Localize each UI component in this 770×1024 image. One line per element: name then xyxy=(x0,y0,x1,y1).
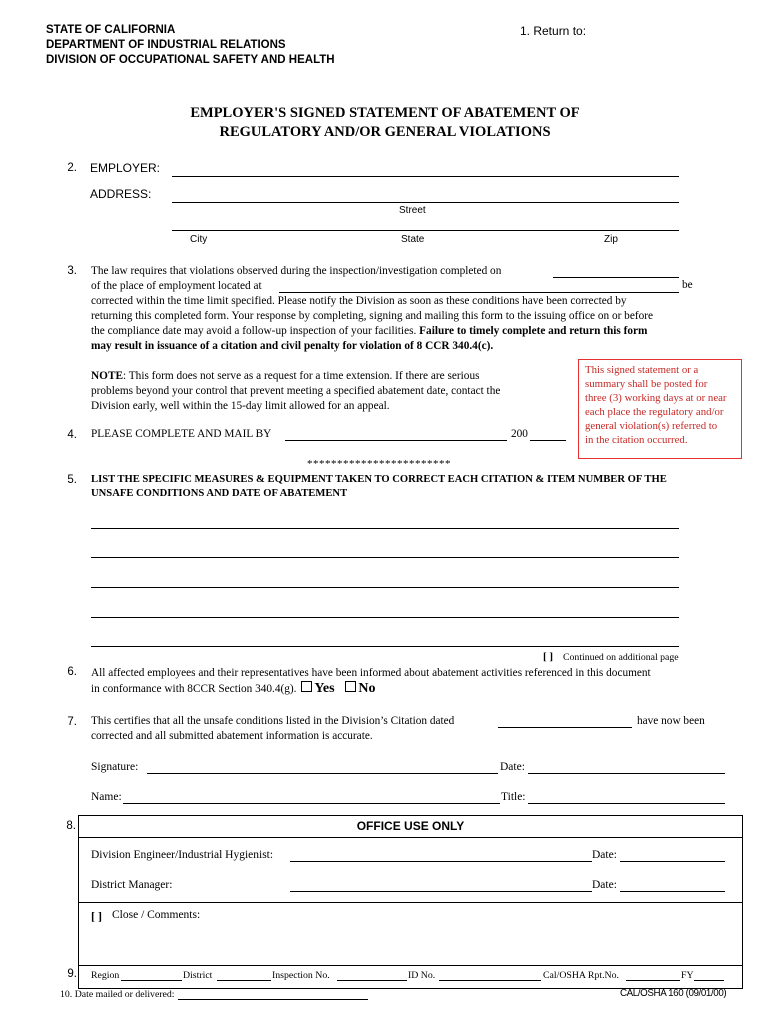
signature-date-label: Date: xyxy=(500,761,525,773)
engineer-label: Division Engineer/Industrial Hygienist: xyxy=(91,849,274,861)
form-title xyxy=(0,104,770,142)
manager-field[interactable] xyxy=(290,891,592,892)
citation-dated-field[interactable] xyxy=(498,727,632,728)
section-7-line-1: This certifies that all the unsafe conditions listed in the Division’s Citation dated xyxy=(91,715,455,727)
title-field[interactable] xyxy=(528,803,725,804)
engineer-field[interactable] xyxy=(290,861,592,862)
section-3-line-3: corrected within the time limit specified. Please notify the Division as soon as these conditions have been corrected by xyxy=(91,295,627,307)
form-title-line-2: REGULATORY AND/OR GENERAL VIOLATIONS xyxy=(219,124,551,140)
section-5-number: 5. xyxy=(67,474,77,486)
section-5-instructions xyxy=(91,473,667,501)
manager-date-label: Date: xyxy=(592,879,617,891)
section-7-number: 7. xyxy=(67,716,77,728)
no-checkbox[interactable] xyxy=(345,681,356,692)
office-use-comments-divider xyxy=(79,902,742,903)
zip-caption: Zip xyxy=(604,234,618,245)
section-3-line-1: The law requires that violations observed during the inspection/investigation completed on xyxy=(91,265,502,277)
agency-state: STATE OF CALIFORNIA xyxy=(46,24,176,36)
failure-warning-line: may result in issuance of a citation and civil penalty for violation of 8 CCR 340.4(c). xyxy=(91,340,494,352)
employer-label: EMPLOYER: xyxy=(90,161,161,175)
engineer-date-label: Date: xyxy=(592,849,617,861)
measures-line-5[interactable] xyxy=(91,646,679,647)
form-identifier: CAL/OSHA 160 (09/01/00) xyxy=(620,988,727,999)
mail-by-year-prefix: 200 xyxy=(511,428,528,440)
posting-requirement-note: This signed statement or a summary shall be posted for three (3) working days at or near each place the regulatory and/or general violation(s) referred to in the citation occurred. xyxy=(578,359,742,459)
signature-label: Signature: xyxy=(91,761,139,773)
section-3-line-2: of the place of employment located at xyxy=(91,280,262,292)
no-option[interactable]: No xyxy=(345,681,375,696)
note-paragraph xyxy=(91,369,500,414)
measures-line-4[interactable] xyxy=(91,617,679,618)
office-use-heading: OFFICE USE ONLY xyxy=(356,819,465,833)
section-3-line-5: the compliance date may avoid a follow-up inspection of your facilities. Failure to timely complete and return this form xyxy=(91,325,648,337)
section-6-line-1: All affected employees and their representatives have been informed about abatement activities referenced in this document xyxy=(91,667,651,679)
rpt-field[interactable] xyxy=(626,980,680,981)
district-label: District xyxy=(183,970,213,981)
address-street-field[interactable] xyxy=(172,202,679,203)
signature-field[interactable] xyxy=(147,773,498,774)
be-text: be xyxy=(682,279,693,291)
city-caption: City xyxy=(190,234,208,245)
section-5-line-1: LIST THE SPECIFIC MEASURES & EQUIPMENT TAKEN TO CORRECT EACH CITATION & ITEM NUMBER OF THE xyxy=(91,474,667,485)
district-field[interactable] xyxy=(217,980,271,981)
measures-line-2[interactable] xyxy=(91,557,679,558)
note-line-1: NOTE: This form does not serve as a request for a time extension. If there are serious xyxy=(91,370,480,382)
engineer-date-field[interactable] xyxy=(620,861,725,862)
region-field[interactable] xyxy=(121,980,182,981)
continued-checkbox[interactable]: [ ] xyxy=(543,651,554,663)
mail-by-date-field[interactable] xyxy=(285,440,507,441)
mail-by-label: PLEASE COMPLETE AND MAIL BY xyxy=(91,428,272,440)
section-3-line-4: returning this completed form. Your response by completing, signing and mailing this form to the issuing office on or before xyxy=(91,310,654,322)
measures-line-1[interactable] xyxy=(91,528,679,529)
fy-label: FY xyxy=(681,970,694,981)
address-label: ADDRESS: xyxy=(90,187,152,201)
office-use-region-divider xyxy=(79,965,742,966)
agency-division: DIVISION OF OCCUPATIONAL SAFETY AND HEALTH xyxy=(46,54,335,66)
measures-line-3[interactable] xyxy=(91,587,679,588)
note-line-3: Division early, well within the 15-day limit allowed for an appeal. xyxy=(91,400,390,412)
return-to-label: 1. Return to: xyxy=(520,24,587,38)
section-9-number: 9. xyxy=(67,968,77,980)
inspection-label: Inspection No. xyxy=(272,970,330,981)
section-8-number: 8. xyxy=(66,820,76,832)
fy-field[interactable] xyxy=(694,980,724,981)
section-7-line-2: corrected and all submitted abatement information is accurate. xyxy=(91,730,373,742)
section-4-number: 4. xyxy=(67,429,77,441)
divider-asterisks: ************************ xyxy=(307,458,451,470)
manager-label: District Manager: xyxy=(91,879,173,891)
yes-checkbox[interactable] xyxy=(301,681,312,692)
close-comments-label: Close / Comments: xyxy=(112,909,201,921)
region-label: Region xyxy=(91,970,120,981)
failure-warning-inline: Failure to timely complete and return this form xyxy=(419,325,648,337)
section-6-line-2: in conformance with 8CCR Section 340.4(g). Yes No xyxy=(91,681,376,696)
close-checkbox[interactable]: [ ] xyxy=(91,909,102,923)
signature-date-field[interactable] xyxy=(528,773,725,774)
note-line-2: problems beyond your control that prevent meeting a specified abatement date, contact the xyxy=(91,385,501,397)
id-label: ID No. xyxy=(408,970,436,981)
section-5-line-2: UNSAFE CONDITIONS AND DATE OF ABATEMENT xyxy=(91,488,348,499)
date-mailed-label: 10. Date mailed or delivered: xyxy=(60,989,175,1000)
address-city-state-zip-field[interactable] xyxy=(172,230,679,231)
office-use-box xyxy=(78,815,743,989)
agency-department: DEPARTMENT OF INDUSTRIAL RELATIONS xyxy=(46,39,286,51)
name-label: Name: xyxy=(91,791,122,803)
agency-header xyxy=(46,23,335,68)
continued-label: Continued on additional page xyxy=(563,652,679,663)
state-caption: State xyxy=(401,234,425,245)
date-mailed-field[interactable] xyxy=(178,999,368,1000)
section-7-line-1-end: have now been xyxy=(637,715,705,727)
form-title-line-1: EMPLOYER'S SIGNED STATEMENT OF ABATEMENT OF xyxy=(190,105,580,121)
rpt-label: Cal/OSHA Rpt.No. xyxy=(543,970,619,981)
section-6-number: 6. xyxy=(67,666,77,678)
section-2-number: 2. xyxy=(67,162,77,174)
mail-by-year-field[interactable] xyxy=(530,440,566,441)
manager-date-field[interactable] xyxy=(620,891,725,892)
note-label: NOTE xyxy=(91,370,124,382)
section-6-paragraph xyxy=(91,666,651,681)
section-3-number: 3. xyxy=(67,265,77,277)
inspection-field[interactable] xyxy=(337,980,407,981)
title-label: Title: xyxy=(501,791,526,803)
inspection-completed-date-field[interactable] xyxy=(553,277,679,278)
employer-field[interactable] xyxy=(172,176,679,177)
yes-option[interactable]: Yes xyxy=(301,681,334,696)
place-of-employment-field[interactable] xyxy=(279,292,679,293)
street-caption: Street xyxy=(399,205,426,216)
name-field[interactable] xyxy=(123,803,500,804)
id-field[interactable] xyxy=(439,980,541,981)
